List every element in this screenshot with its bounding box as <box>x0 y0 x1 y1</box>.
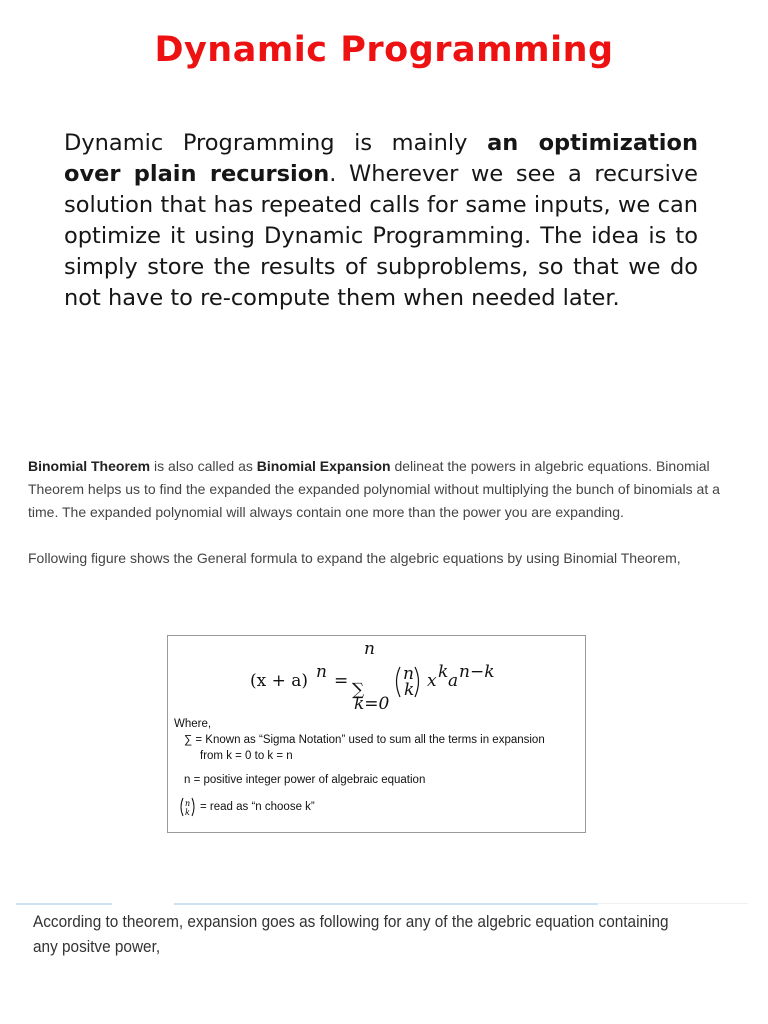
sigma-icon: ∑ <box>352 680 365 700</box>
sigma-definition: ∑ = Known as “Sigma Notation” used to sum all the terms in expansion <box>184 734 545 746</box>
formula-figure <box>167 635 586 833</box>
slide-title: Dynamic Programming <box>154 30 614 70</box>
expansion-intro-text: According to theorem, expansion goes as following for any of the algebric equation containing any positve power, <box>33 913 669 956</box>
intro-bold-phrase: an optimization over plain recursion <box>64 130 698 187</box>
intro-text-start: Dynamic Programming is mainly <box>64 130 488 156</box>
binomial-left-paren <box>397 667 401 697</box>
choose-definition-text: = read as “n choose k” <box>200 801 315 813</box>
binomial-paragraph <box>28 455 738 524</box>
sigma-lower-limit: k=0 <box>354 694 390 711</box>
intro-paragraph <box>64 128 698 314</box>
n-definition: n = positive integer power of algebraic equation <box>184 774 426 786</box>
intro-text-end: . Wherever we see a recursive solution that has repeated calls for same inputs, we can optimize it using Dynamic Programming. The idea is to simply store the results of subproblems, so that we do not have to re-compute them when needed later. <box>64 161 698 311</box>
term-a-exponent: n−k <box>459 662 495 682</box>
equation-equals: = <box>334 671 349 691</box>
binomial-expansion-term: Binomial Expansion <box>256 458 391 474</box>
binomial-coefficient-icon <box>178 796 198 818</box>
section-divider-right <box>598 903 748 904</box>
choose-k: k <box>185 808 190 817</box>
section-divider-middle <box>174 903 598 905</box>
sigma-range: from k = 0 to k = n <box>200 750 293 762</box>
formula-legend <box>174 716 545 818</box>
expansion-intro <box>33 910 684 960</box>
choose-definition <box>174 796 545 818</box>
following-figure-text: Following figure shows the General formula to expand the algebric equations by using Binomial Theorem, <box>28 550 681 566</box>
binomial-description <box>28 455 738 570</box>
binomial-equation <box>248 641 508 711</box>
binomial-top: n <box>403 664 414 684</box>
equation-lhs-exponent: n <box>316 662 327 682</box>
term-x-exponent: k <box>438 662 449 682</box>
binomial-bottom: k <box>404 680 415 700</box>
term-x: x <box>427 671 437 691</box>
binomial-text-1: is also called as <box>150 458 257 474</box>
binomial-text-2: delineat the powers in algebric equations. Binomial Theorem helps us to find the expanded the expanded polynomial without multiplying the bunch of binomials at a time. The expanded polynomial will always contain one more than the power you are expanding. <box>28 458 720 520</box>
choose-n: n <box>185 799 191 808</box>
binomial-right-paren <box>415 667 419 697</box>
sigma-upper-limit: n <box>364 641 375 659</box>
binomial-theorem-term: Binomial Theorem <box>28 458 151 474</box>
where-label: Where, <box>174 718 212 730</box>
term-a: a <box>448 671 459 691</box>
section-divider-left <box>16 903 112 905</box>
equation-lhs: (x + a) <box>250 671 309 691</box>
